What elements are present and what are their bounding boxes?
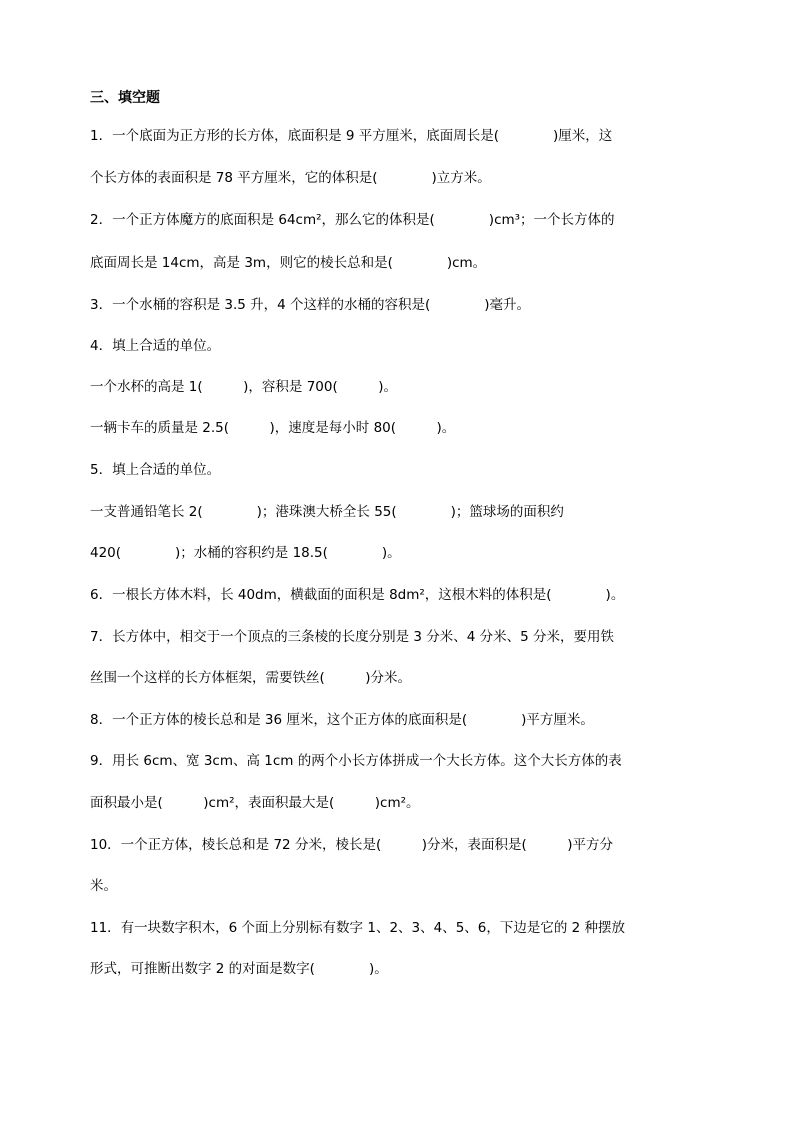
question-10-line-2: 米。 (90, 878, 117, 894)
question-2-line-2: 底面周长是 14cm，高是 3m，则它的棱长总和是( )cm。 (90, 255, 487, 271)
section-title: 三、填空题 (90, 90, 160, 106)
question-5-line-1: 一支普通铅笔长 2( )；港珠澳大桥全长 55( )；篮球场的面积约 (90, 504, 564, 520)
question-11-line-2: 形式，可推断出数字 2 的对面是数字( )。 (90, 961, 388, 977)
question-5-title: 5．填上合适的单位。 (90, 462, 221, 478)
question-2-line-1: 2．一个正方体魔方的底面积是 64cm²，那么它的体积是( )cm³；一个长方体的 (90, 212, 615, 228)
question-1-line-1: 1．一个底面为正方形的长方体，底面积是 9 平方厘米，底面周长是( )厘米，这 (90, 128, 613, 144)
question-4-line-1: 一个水杯的高是 1( )，容积是 700( )。 (90, 379, 398, 395)
question-8: 8．一个正方体的棱长总和是 36 厘米，这个正方体的底面积是( )平方厘米。 (90, 712, 594, 728)
question-9-line-1: 9．用长 6cm、宽 3cm、高 1cm 的两个小长方体拼成一个大长方体。这个大长方体的表 (90, 753, 622, 769)
question-3: 3．一个水桶的容积是 3.5 升，4 个这样的水桶的容积是( )毫升。 (90, 297, 531, 313)
question-7-line-1: 7．长方体中，相交于一个顶点的三条棱的长度分别是 3 分米、4 分米、5 分米，要用铁 (90, 629, 615, 645)
question-5-line-2: 420( )；水桶的容积约是 18.5( )。 (90, 545, 401, 561)
question-6: 6．一根长方体木料，长 40dm，横截面的面积是 8dm²，这根木料的体积是( )。 (90, 587, 625, 603)
question-10-line-1: 10．一个正方体，棱长总和是 72 分米，棱长是( )分米，表面积是( )平方分 (90, 837, 614, 853)
question-11-line-1: 11．有一块数字积木，6 个面上分别标有数字 1、2、3、4、5、6，下边是它的 2 种摆放 (90, 920, 626, 936)
question-4-title: 4．填上合适的单位。 (90, 338, 221, 354)
question-9-line-2: 面积最小是( )cm²，表面积最大是( )cm²。 (90, 795, 420, 811)
question-7-line-2: 丝围一个这样的长方体框架，需要铁丝( )分米。 (90, 670, 412, 686)
question-1-line-2: 个长方体的表面积是 78 平方厘米，它的体积是( )立方米。 (90, 170, 491, 186)
question-4-line-2: 一辆卡车的质量是 2.5( )，速度是每小时 80( )。 (90, 420, 456, 436)
